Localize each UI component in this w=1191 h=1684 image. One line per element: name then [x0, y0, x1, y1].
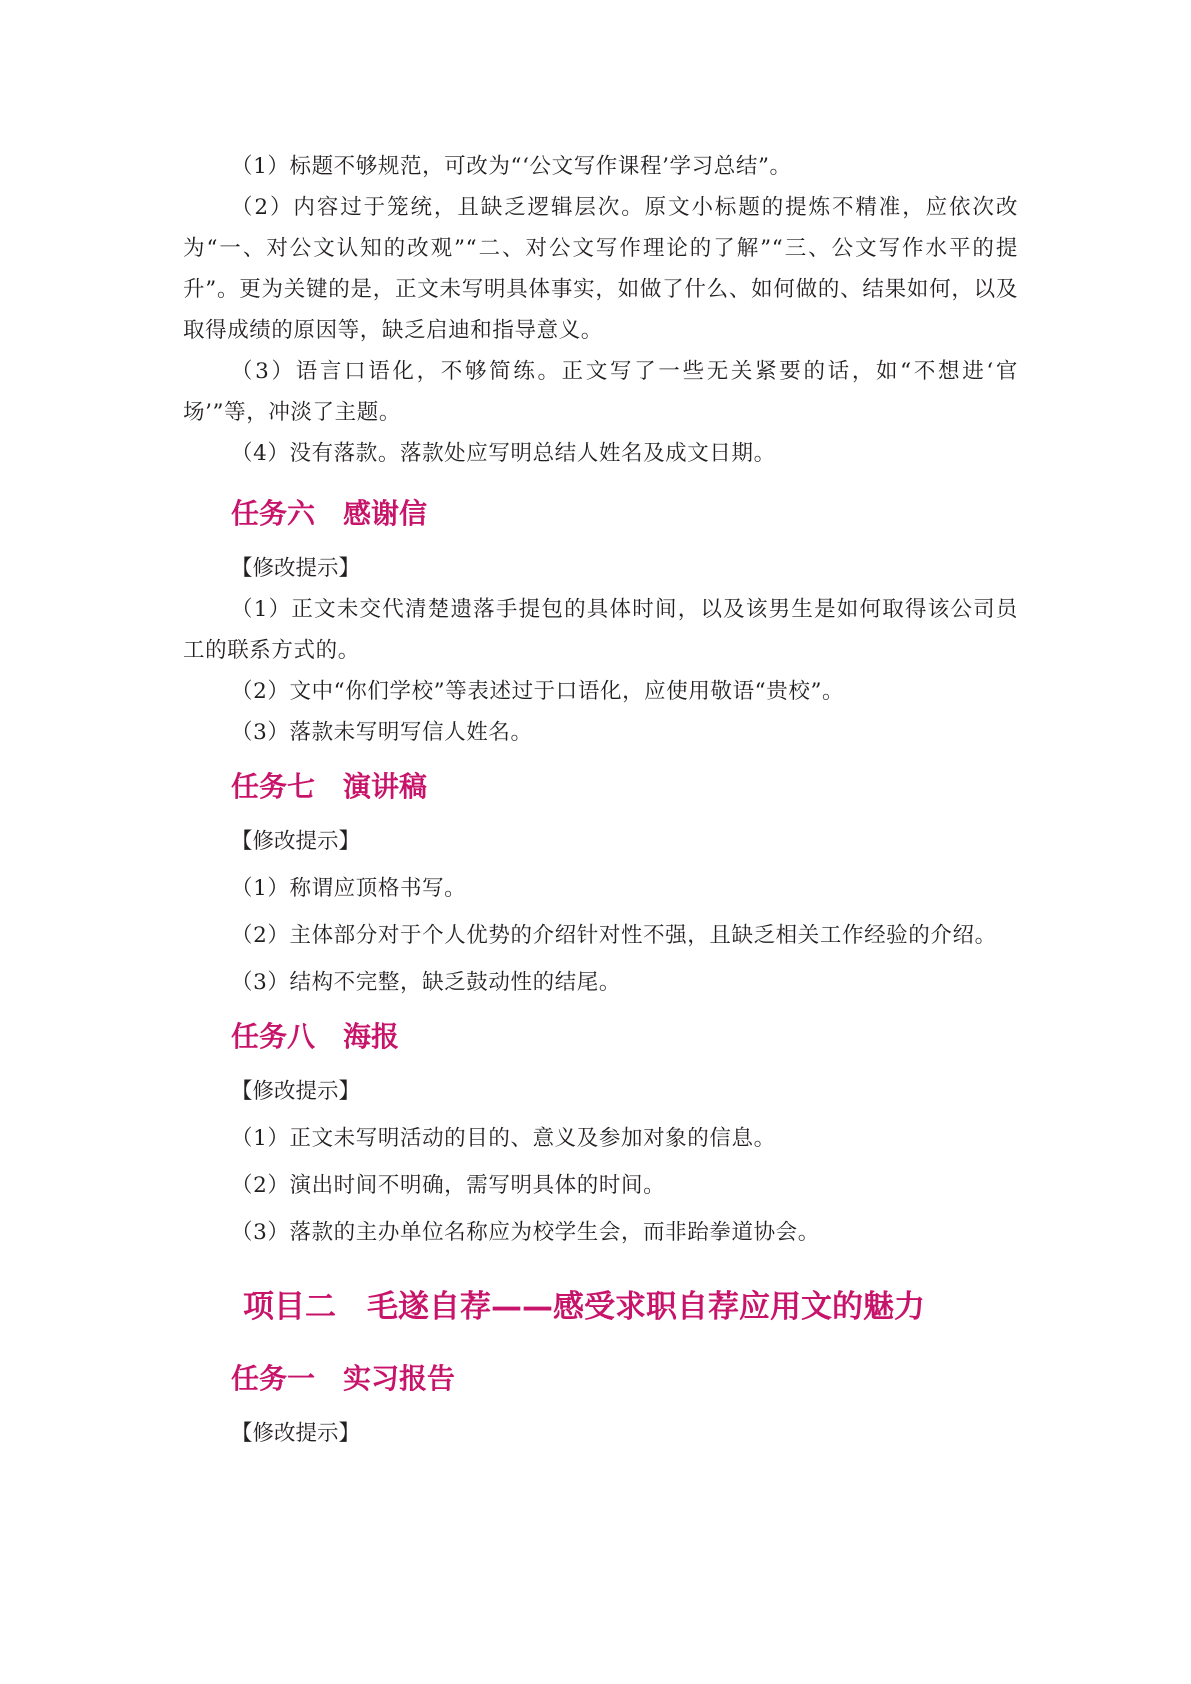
task7-item-1: （1）称谓应顶格书写。	[231, 876, 467, 901]
task7-item-2: （2）主体部分对于个人优势的介绍针对性不强，且缺乏相关工作经验的介绍。	[231, 923, 997, 948]
task8-heading: 任务八 海报	[231, 1020, 400, 1053]
task8-item-3: （3）落款的主办单位名称应为校学生会，而非跆拳道协会。	[231, 1220, 820, 1245]
task8-hint-label: 【修改提示】	[231, 1079, 361, 1104]
task6-hint-label: 【修改提示】	[231, 556, 361, 581]
summary-item-2: （2）内容过于笼统，且缺乏逻辑层次。原文小标题的提炼不精准，应依次改为“一、对公文认知的改观”“二、对公文写作理论的了解”“三、公文写作水平的提升”。更为关键的是，正文未写明具体事实，如做了什么、如何做的、结果如何，以及取得成绩的原因等，缺乏启迪和指导意义。	[183, 195, 1018, 343]
task6-item-1: （1）正文未交代清楚遗落手提包的具体时间，以及该男生是如何取得该公司员工的联系方式的。	[183, 597, 1018, 663]
task7-heading: 任务七 演讲稿	[231, 770, 428, 803]
task6-item-2: （2）文中“你们学校”等表述过于口语化，应使用敬语“贵校”。	[231, 679, 845, 704]
task1-hint-label: 【修改提示】	[231, 1421, 361, 1446]
page-content	[183, 146, 1018, 1454]
task6-item-3: （3）落款未写明写信人姓名。	[231, 720, 533, 745]
project2-heading: 项目二 毛遂自荐——感受求职自荐应用文的魅力	[243, 1289, 925, 1325]
summary-item-4: （4）没有落款。落款处应写明总结人姓名及成文日期。	[231, 441, 776, 466]
summary-item-3: （3）语言口语化，不够简练。正文写了一些无关紧要的话，如“不想进‘官场’”等，冲淡了主题。	[183, 359, 1018, 425]
task1-heading: 任务一 实习报告	[231, 1362, 456, 1395]
summary-item-1: （1）标题不够规范，可改为“‘公文写作课程’学习总结”。	[231, 154, 792, 179]
task6-heading: 任务六 感谢信	[231, 497, 428, 530]
task8-item-2: （2）演出时间不明确，需写明具体的时间。	[231, 1173, 666, 1198]
task7-hint-label: 【修改提示】	[231, 829, 361, 854]
task8-item-1: （1）正文未写明活动的目的、意义及参加对象的信息。	[231, 1126, 776, 1151]
task7-item-3: （3）结构不完整，缺乏鼓动性的结尾。	[231, 970, 621, 995]
